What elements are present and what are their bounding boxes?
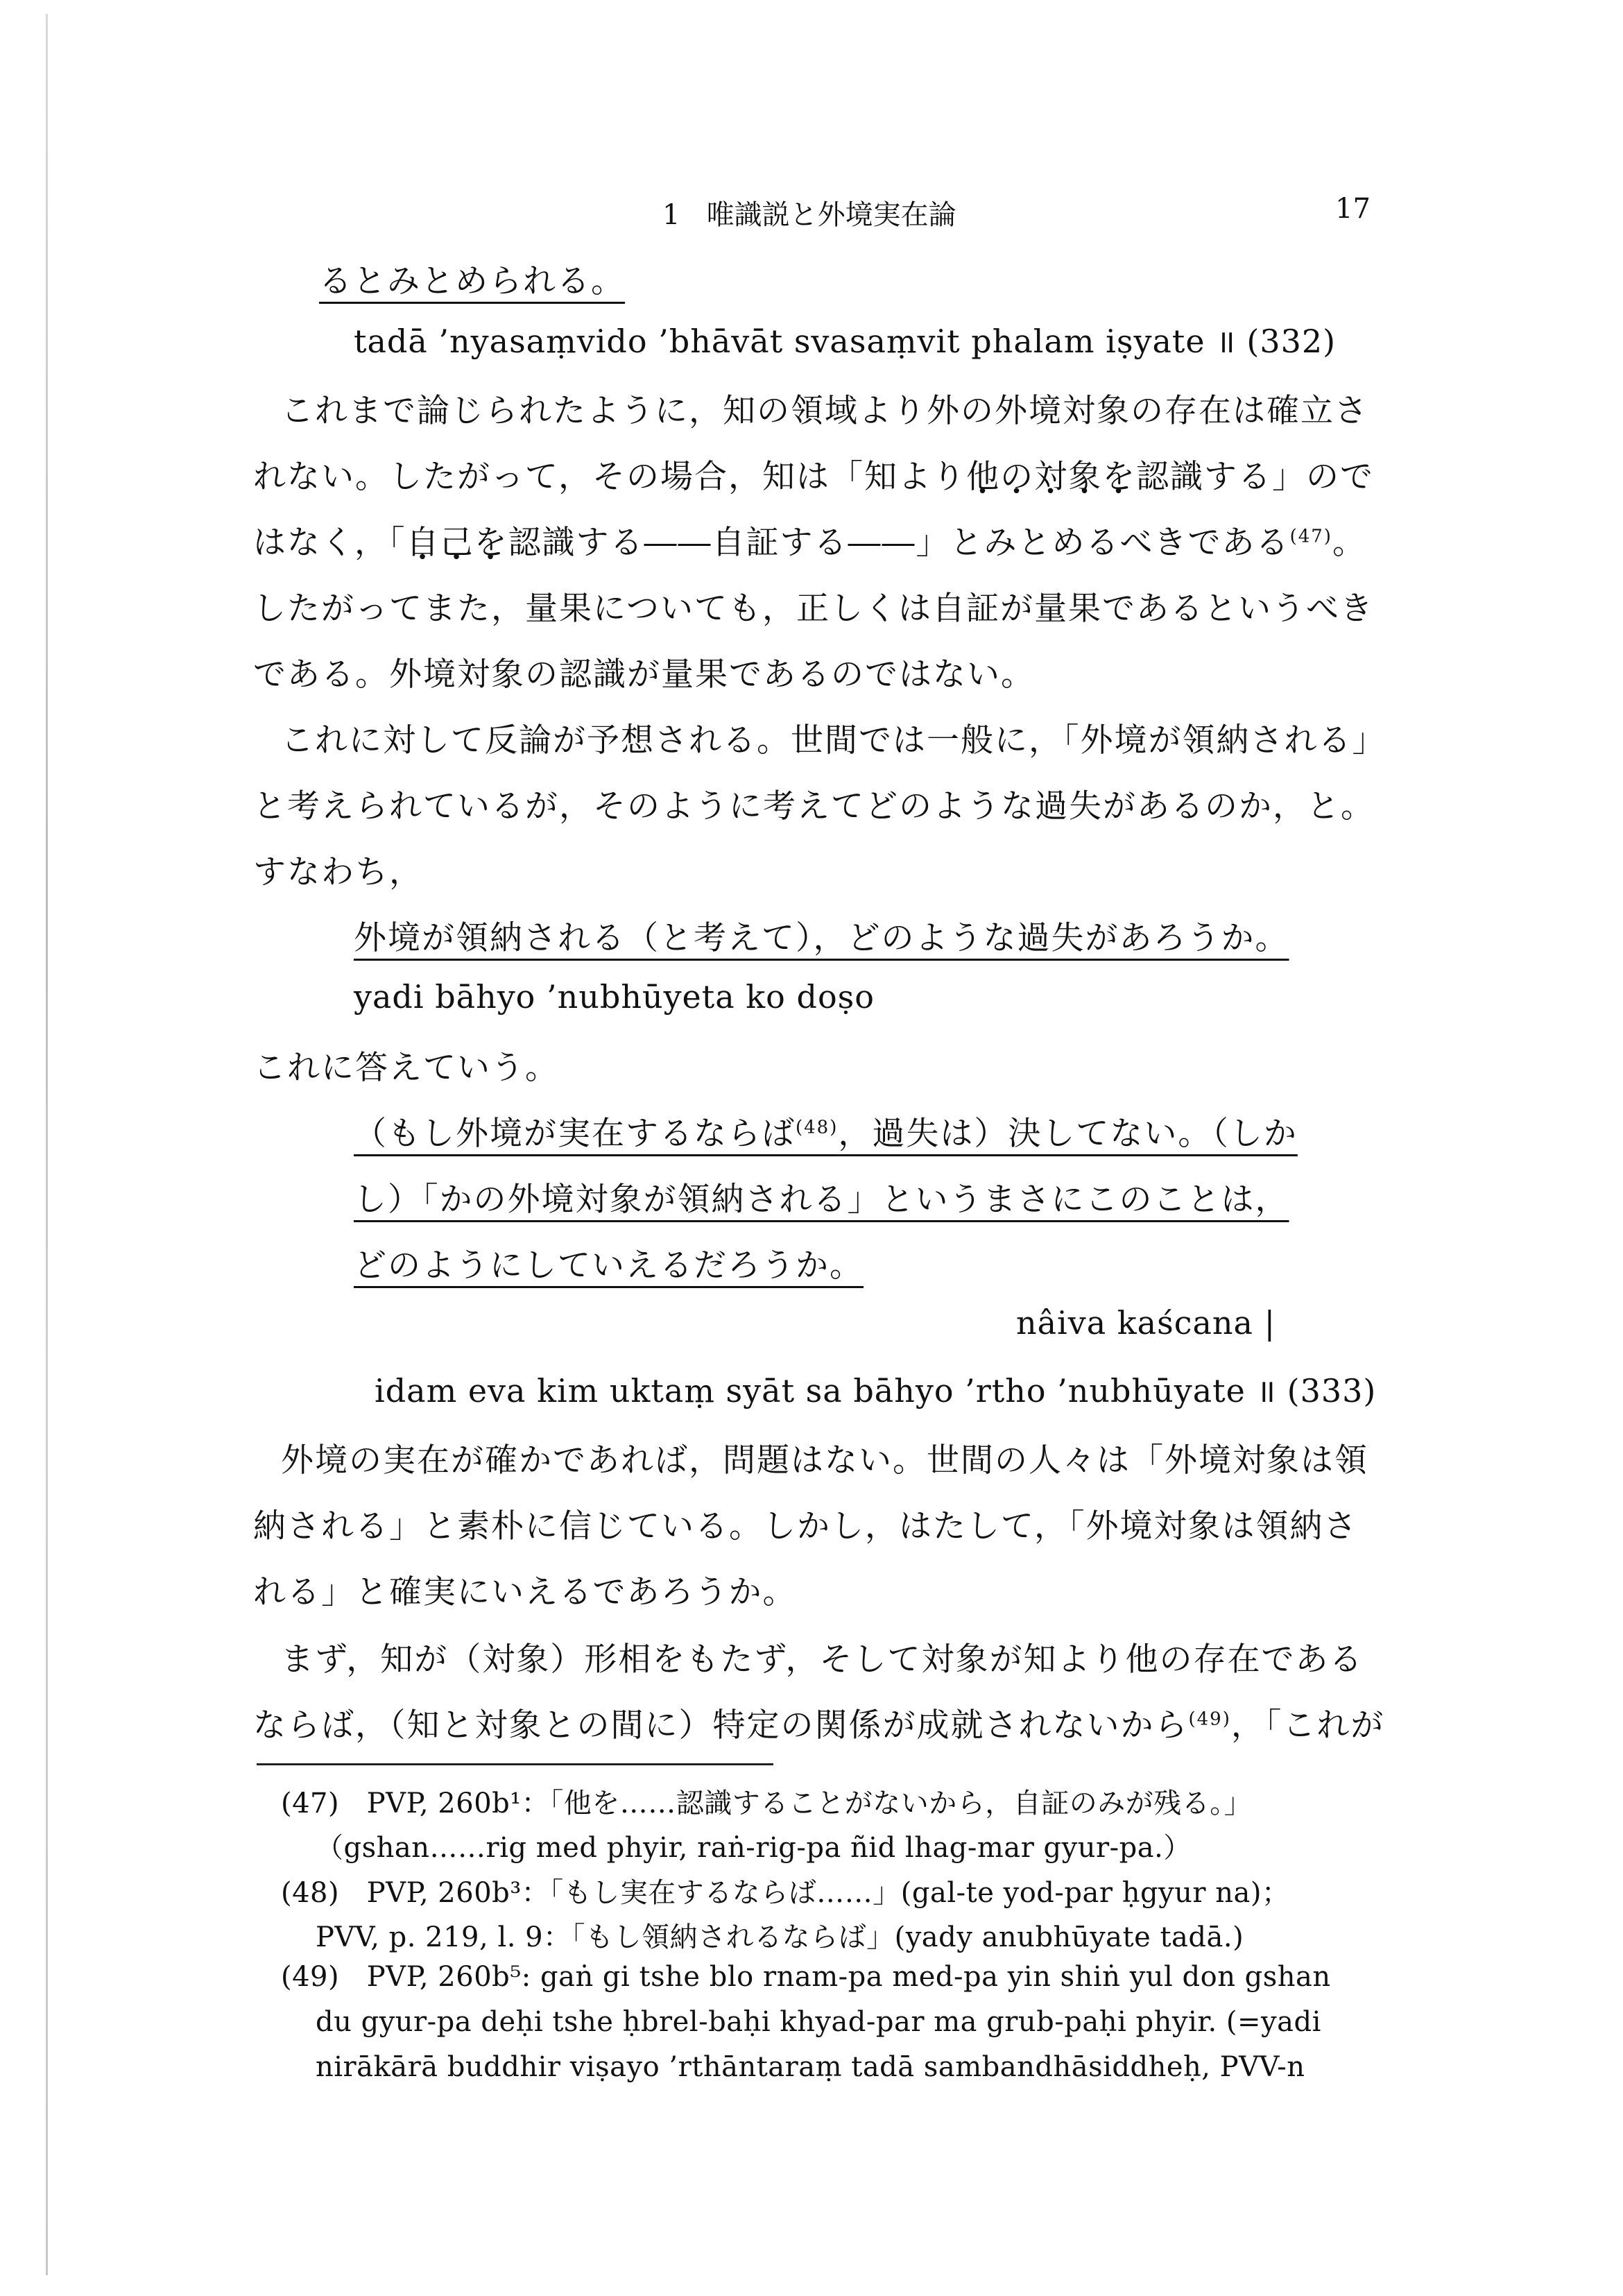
chapter-number: 1 <box>662 199 680 231</box>
verse-translation-line: 外境が領納される（と考えて），どのような過失があろうか。 <box>354 919 1289 957</box>
paragraph-line: と考えられているが，そのように考えてどのような過失があるのか，と。 <box>253 787 1375 825</box>
paragraph-line: ならば，（知と対象との間に）特定の関係が成就されないから$^{(49)}$，「これが <box>253 1706 1385 1745</box>
paragraph-line: れる」と確実にいえるであろうか。 <box>253 1573 797 1611</box>
verse-translation-line: るとみとめられる。 <box>319 262 625 300</box>
verse-translation-line: どのようにしていえるだろうか。 <box>354 1246 864 1285</box>
footnote-ref: (49) <box>1188 1708 1231 1730</box>
footnote-number: (47) <box>281 1788 340 1819</box>
paragraph-line: したがってまた，量果についても，正しくは自証が量果であるというべき <box>253 590 1375 628</box>
sanskrit-verse-line: nâiva kaścana | <box>1016 1304 1276 1342</box>
footnote-ref: (47) <box>1289 526 1332 547</box>
footnote-49-cont: du gyur-pa deḥi tshe ḥbrel-baḥi khyad-par ma grub-paḥi phyir. (=yadi <box>316 2006 1321 2038</box>
verse-translation-line: し）「かの外境対象が領納される」というまさにこのことは， <box>354 1181 1289 1219</box>
footnote-ref: (48) <box>796 1117 839 1138</box>
footnote-number: (48) <box>281 1877 340 1909</box>
paragraph-line: である。外境対象の認識が量果であるのではない。 <box>253 656 1035 694</box>
running-header <box>662 193 956 232</box>
verse-translation-line: （もし外境が実在するならば$^{(48)}$，過失は）決してない。（しか <box>354 1115 1298 1153</box>
paragraph-line: すなわち， <box>253 853 423 891</box>
footnote-rule <box>257 1763 773 1765</box>
paragraph-line: 納される」と素朴に信じている。しかし，はたして，「外境対象は領納さ <box>253 1507 1358 1545</box>
footnote-49: (49) PVP, 260b⁵: gaṅ gi tshe blo rnam-pa med-pa yin shiṅ yul don gshan <box>281 1961 1331 1993</box>
paragraph-line: まず，知が（対象）形相をもたず，そして対象が知より他の存在である <box>281 1640 1364 1679</box>
footnote-49-cont: nirākārā buddhir viṣayo ’rthāntaraṃ tadā sambandhāsiddheḥ, PVV-n <box>316 2051 1305 2083</box>
sanskrit-verse-line: yadi bāhyo ’nubhūyeta ko doṣo <box>354 978 875 1016</box>
sanskrit-verse-333: idam eva kim uktaṃ syāt sa bāhyo ’rtho ’nubhūyate ॥ (333) <box>375 1372 1377 1410</box>
footnote-number: (49) <box>281 1961 340 1993</box>
footnote-47: (47) PVP, 260b¹：「他を……認識することがないから，自証のみが残る。」 <box>281 1788 1253 1819</box>
paragraph-line: これに答えていう。 <box>253 1049 559 1087</box>
footnote-48-cont: PVV, p. 219, l. 9：「もし領納されるならば」(yady anubhūyate tadā.) <box>316 1921 1244 1953</box>
chapter-title: 唯識説と外境実在論 <box>706 199 956 231</box>
scan-edge <box>46 14 48 2275</box>
paragraph-line: これに対して反論が予想される。世間では一般に，「外境が領納される」 <box>281 721 1386 760</box>
footnote-47-cont: （gshan……rig med phyir, raṅ-rig-pa ñid lhag-mar gyur-pa.） <box>316 1832 1192 1864</box>
paragraph-line: 外境の実在が確かであれば，問題はない。世間の人々は「外境対象は領 <box>281 1441 1368 1480</box>
paragraph-line: はなく，「自己を認識する――自証する――」とみとめるべきである$^{(47)}$。 <box>253 524 1366 562</box>
footnote-48: (48) PVP, 260b³：「もし実在するならば……」(gal-te yod-par ḥgyur na)； <box>281 1877 1290 1909</box>
paragraph-line: れない。したがって，その場合，知は「知より他の対象を認識する」ので <box>253 458 1375 496</box>
page-number: 17 <box>1335 193 1371 225</box>
paragraph-line: これまで論じられたように，知の領域より外の外境対象の存在は確立さ <box>281 392 1368 430</box>
sanskrit-verse-332: tadā ’nyasaṃvido ’bhāvāt svasaṃvit phalam iṣyate ॥ (332) <box>354 323 1337 360</box>
